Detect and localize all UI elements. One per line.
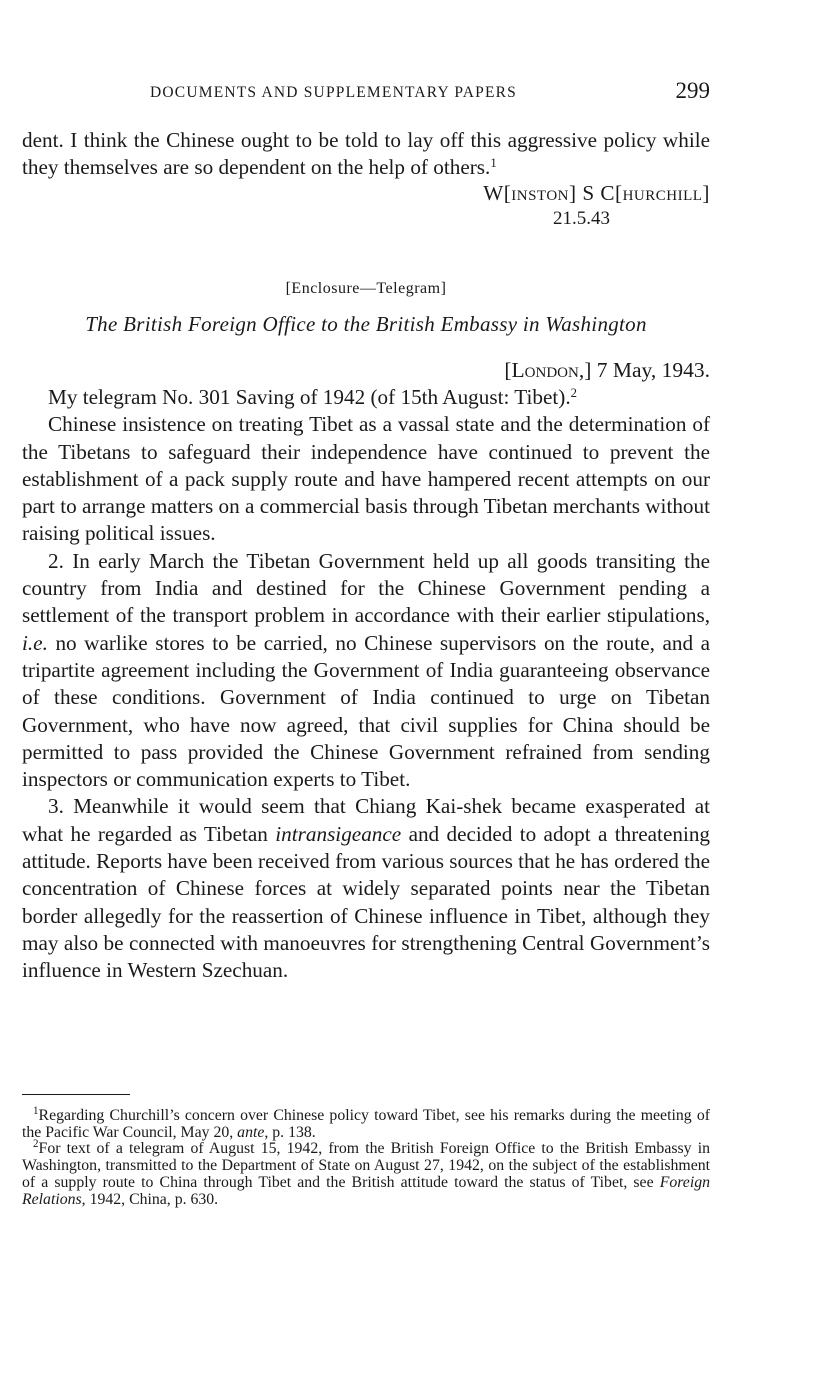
paragraph-2-italic: i.e. xyxy=(22,630,48,655)
footnote-ref: 2 xyxy=(570,386,577,401)
intro-text: dent. I think the Chinese ought to be told to lay off this aggressive policy while they themselves are so dependent on the help of others. xyxy=(22,128,710,180)
footnote-1-text-cont: , p. 138. xyxy=(264,1123,316,1141)
signature-name: W[inston] S C[hurchill] xyxy=(483,181,710,205)
dateline-place: [London,] xyxy=(504,358,592,382)
signature-block xyxy=(22,180,710,231)
footnote-2 xyxy=(22,1138,711,1208)
footnote-ref: 1 xyxy=(490,156,497,171)
paragraph-3-italic: intransigeance xyxy=(275,821,402,846)
footnote-1 xyxy=(22,1104,710,1141)
page-header xyxy=(22,80,710,112)
footnote-2-text-cont: , 1942, China, p. 630. xyxy=(81,1190,219,1208)
paragraph-3-text-cont: and decided to adopt a threatening attitude. Reports have been received from various sources that he has ordered the concentration of Chinese forces at widely separated points near the Tibetan border allegedly for the reassertion of Chinese influence in Tibet, although they may also be connected with manoeuvres for strengthening Central Government’s influence in Western Szechuan. xyxy=(22,821,711,983)
paragraph-reference xyxy=(22,384,710,411)
paragraph-3 xyxy=(22,793,710,984)
paragraph-2-text-cont: no warlike stores to be carried, no Chinese supervisors on the route, and a tripartite agreement including the Government of India guaranteeing observance of these conditions. Government of India continued to urge on Tibetan Government, who have now agreed, that civil supplies for China should be permitted to pass provided the Chinese Government refrained from sending inspectors or communication experts to Tibet. xyxy=(22,630,711,792)
footnote-1-italic: ante xyxy=(237,1123,265,1141)
dateline xyxy=(504,358,710,383)
page-number: 299 xyxy=(675,78,710,103)
dateline-date: 7 May, 1943. xyxy=(596,358,710,382)
footnotes xyxy=(22,1104,711,1208)
footnote-1-text: Regarding Churchill’s concern over Chinese policy toward Tibet, see his remarks during the meeting of the Pacific War Council, May 20, xyxy=(22,1107,710,1141)
continued-text xyxy=(22,127,710,182)
footnote-2-text: For text of a telegram of August 15, 1942, from the British Foreign Office to the British Embassy in Washington, transmitted to the Department of State on August 27, 1942, on the subject of the establishment of a supply route to China through Tibet and the British attitude toward the status of Tibet, see xyxy=(22,1140,710,1191)
telegram-body xyxy=(22,384,710,985)
paragraph-reference-text: My telegram No. 301 Saving of 1942 (of 15th August: Tibet). xyxy=(48,385,571,409)
footnote-2-italic: Foreign Relations xyxy=(22,1173,711,1208)
paragraph-2 xyxy=(22,548,710,794)
signature-date: 21.5.43 xyxy=(553,208,610,229)
document-page xyxy=(22,0,710,1380)
footnote-marker: 1 xyxy=(33,1104,39,1117)
enclosure-label: [Enclosure—Telegram] xyxy=(285,280,447,297)
paragraph-1: Chinese insistence on treating Tibet as a vassal state and the determination of the Tibetans to safeguard their independence have continued to prevent the establishment of a pack supply route and have hampered recent attempts on our part to arrange matters on a commercial basis through Tibetan merchants without raising political issues. xyxy=(22,412,710,546)
footnote-marker: 2 xyxy=(33,1138,39,1151)
document-title: The British Foreign Office to the British Embassy in Washington xyxy=(85,312,647,336)
running-title: DOCUMENTS AND SUPPLEMENTARY PAPERS xyxy=(150,84,517,101)
intro-paragraph xyxy=(22,127,710,182)
paragraph-2-text: 2. In early March the Tibetan Government held up all goods transiting the country from India and destined for the Chinese Government pending a settlement of the transport problem in accordance with their earlier stipulations, xyxy=(22,548,710,628)
footnote-divider xyxy=(22,1094,130,1095)
paragraph-3-text: 3. Meanwhile it would seem that Chiang Kai-shek became exasperated at what he regarded as Tibetan xyxy=(22,794,710,846)
